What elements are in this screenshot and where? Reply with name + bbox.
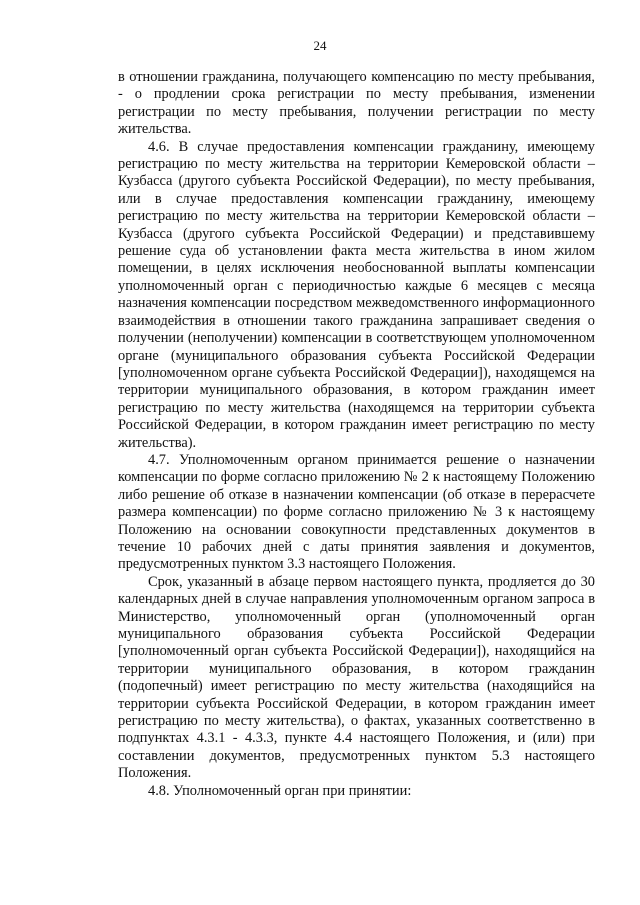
paragraph-4-7-term: Срок, указанный в абзаце первом настоящего пункта, продляется до 30 календарных дней в случае направления уполномоченным органом запроса в Министерство, уполномоченный орган (уполномоченный орган муниципального образования субъекта Российской Федерации [уполномоченный орган субъекта Российской Федерации]), находящийся на территории муниципального образования, в котором гражданин (подопечный) имеет регистрацию по месту жительства (находящийся на территории субъекта Российской Федерации, в котором гражданин имеет регистрацию по месту жительства), о фактах, указанных соответственно в подпунктах 4.3.1 - 4.3.3, пункте 4.4 настоящего Положения, и (или) при составлении документов, предусмотренных пунктом 5.3 настоящего Положения.: [118, 573, 595, 782]
document-body: [118, 69, 595, 800]
paragraph-continuation: в отношении гражданина, получающего компенсацию по месту пребывания, - о продлении срока регистрации по месту пребывания, изменении регистрации по месту пребывания, получении регистрации по месту жительства.: [118, 69, 595, 138]
paragraph-4-8: 4.8. Уполномоченный орган при принятии:: [148, 782, 412, 799]
paragraph-4-7: 4.7. Уполномоченным органом принимается решение о назначении компенсации по форме согласно приложению № 2 к настоящему Положению либо решение об отказе в назначении компенсации (об отказе в перерасчете размера компенсации) по форме согласно приложению № 3 к настоящему Положению на основании совокупности представленных документов в течение 10 рабочих дней с даты принятия заявления и документов, предусмотренных пунктом 3.3 настоящего Положения.: [118, 451, 595, 573]
page-number: 24: [313, 38, 327, 53]
paragraph-4-6: 4.6. В случае предоставления компенсации гражданину, имеющему регистрацию по месту жительства на территории Кемеровской области – Кузбасса (другого субъекта Российской Федерации), по месту пребывания, или в случае предоставления компенсации гражданину, имеющему регистрацию по месту жительства на территории Кемеровской области – Кузбасса (другого субъекта Российской Федерации) и представившему решение суда об установлении факта места жительства в ином жилом помещении, в целях исключения необоснованной выплаты компенсации уполномоченный орган с периодичностью каждые 6 месяцев с месяца назначения компенсации посредством межведомственного информационного взаимодействия в отношении такого гражданина запрашивает сведения о получении (неполучении) компенсации в соответствующем уполномоченном органе (муниципального образования субъекта Российской Федерации [уполномоченном органе субъекта Российской Федерации]), находящемся на территории муниципального образования, в котором гражданин имеет регистрацию по месту жительства (находящемся на территории субъекта Российской Федерации, в котором гражданин имеет регистрацию по месту жительства).: [118, 138, 595, 451]
